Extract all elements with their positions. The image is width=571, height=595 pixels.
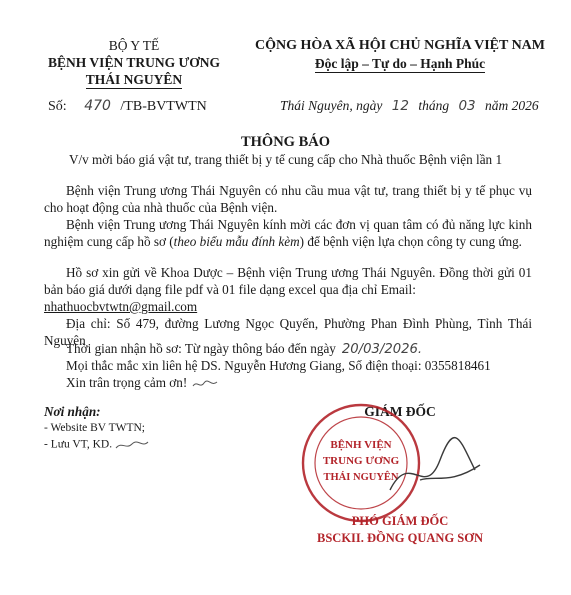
issue-date <box>280 98 539 114</box>
hospital-name-line1: BỆNH VIỆN TRUNG ƯƠNG <box>48 55 220 70</box>
date-month: 03 <box>458 98 476 114</box>
country-name: CỘNG HÒA XÃ HỘI CHỦ NGHĨA VIỆT NAM <box>254 38 545 53</box>
recipient-item: - Lưu VT, KD. <box>44 438 150 452</box>
signer-name: BSCKII. ĐỒNG QUANG SƠN <box>317 531 483 545</box>
date-year: năm 2026 <box>485 98 539 113</box>
stamp-line-3: THÁI NGUYÊN <box>323 472 399 483</box>
email-link[interactable]: nhathuocbvtwtn@gmail.com <box>44 299 198 314</box>
date-prefix: Thái Nguyên, ngày <box>280 98 383 113</box>
body-paragraph-1: Bệnh viện Trung ương Thái Nguyên có nhu cầu mua vật tư, trang thiết bị y tế phục vụ cho hoạt động của nhà thuốc của Bệnh viện. <box>44 183 532 215</box>
recipient-item: - Website BV TWTN; <box>44 422 145 434</box>
director-title: GIÁM ĐỐC <box>364 404 436 419</box>
deadline-handwritten: 20/03/2026. <box>341 342 423 357</box>
hospital-name-line2: THÁI NGUYÊN <box>85 72 183 87</box>
number-handwritten: 470 <box>84 98 111 114</box>
document-number <box>48 98 207 115</box>
date-day: 12 <box>391 98 409 114</box>
body-paragraph-3: Hồ sơ xin gửi về Khoa Dược – Bệnh viện Trung ương Thái Nguyên. Đồng thời gửi 01 bản báo giá dưới dạng file pdf và 01 file dạng excel qua địa chỉ Email: nhathuocbvtwtn@gmail.com <box>44 265 532 314</box>
document-title: THÔNG BÁO <box>240 134 331 150</box>
deputy-director-title: PHÓ GIÁM ĐỐC <box>351 514 449 528</box>
contact-line: Mọi thắc mắc xin liên hệ DS. Nguyễn Hương Giang, Số điện thoại: 0355818461 <box>66 358 491 373</box>
document-subtitle: V/v mời báo giá vật tư, trang thiết bị y tế cung cấp cho Nhà thuốc Bệnh viện lần 1 <box>68 152 503 167</box>
ministry-name: BỘ Y TẾ <box>108 38 160 53</box>
number-suffix: /TB-BVTWTN <box>120 99 207 114</box>
deadline-line: Thời gian nhận hồ sơ: Từ ngày thông báo đến ngày 20/03/2026. <box>66 341 423 357</box>
body-paragraph-2: Bệnh viện Trung ương Thái Nguyên kính mời các đơn vị quan tâm có đủ năng lực kinh nghiệm cung cấp hồ sơ (theo biểu mẫu đính kèm) để bệnh viện lựa chọn công ty cung ứng. <box>44 217 532 249</box>
number-label: Số: <box>48 99 67 114</box>
thanks-line: Xin trân trọng cảm ơn! <box>44 374 532 391</box>
stamp-line-1: BỆNH VIỆN <box>330 439 392 451</box>
handwritten-signature <box>380 430 490 510</box>
date-month-label: tháng <box>418 98 450 113</box>
initial-scribble-icon <box>191 378 219 390</box>
initial-scribble-icon <box>114 438 150 452</box>
stamp-line-2: TRUNG ƯƠNG <box>322 455 400 467</box>
national-motto: Độc lập – Tự do – Hạnh Phúc <box>314 56 486 71</box>
recipients-heading: Nơi nhận: <box>44 404 101 419</box>
address-paragraph: Địa chỉ: Số 479, đường Lương Ngọc Quyến, Phường Phan Đình Phùng, Tỉnh Thái Nguyên <box>44 316 532 348</box>
